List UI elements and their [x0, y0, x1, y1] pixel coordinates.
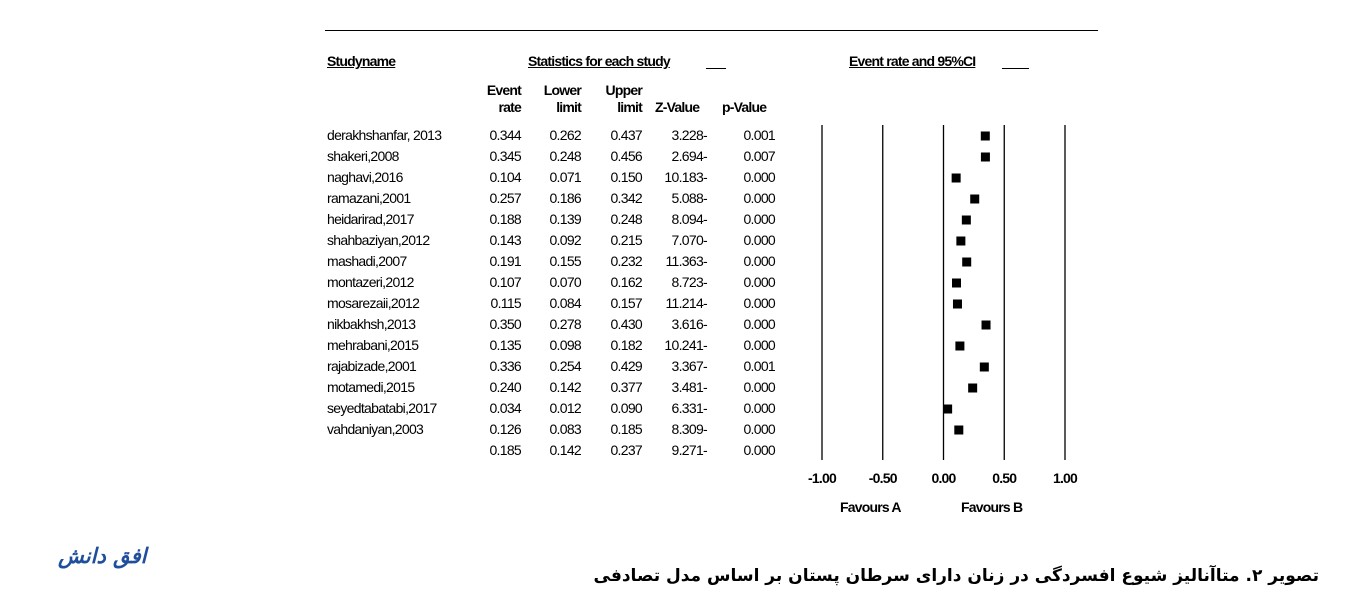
cell-study-name: seyedtabatabi,2017: [327, 400, 437, 416]
cell-upper-limit: 0.237: [610, 442, 642, 458]
x-tick-label: 0.00: [931, 470, 956, 486]
cell-upper-limit: 0.185: [610, 421, 642, 437]
cell-upper-limit: 0.150: [610, 169, 642, 185]
cell-study-name: shakeri,2008: [327, 148, 399, 164]
cell-upper-limit: 0.429: [610, 358, 642, 374]
cell-event-rate: 0.143: [489, 232, 521, 248]
study-name-header: Studyname: [327, 53, 396, 69]
cell-p-value: 0.000: [743, 274, 775, 290]
cell-lower-limit: 0.070: [549, 274, 581, 290]
cell-upper-limit: 0.456: [610, 148, 642, 164]
cell-z-value: 3.367-: [671, 358, 707, 374]
cell-event-rate: 0.257: [489, 190, 521, 206]
cell-study-name: montazeri,2012: [327, 274, 414, 290]
cell-upper-limit: 0.162: [610, 274, 642, 290]
cell-upper-limit: 0.090: [610, 400, 642, 416]
cell-lower-limit: 0.071: [549, 169, 581, 185]
cell-p-value: 0.001: [743, 358, 775, 374]
statistics-underline-tail: [706, 68, 726, 69]
cell-p-value: 0.000: [743, 211, 775, 227]
cell-event-rate: 0.185: [489, 442, 521, 458]
top-rule: [325, 30, 1098, 31]
journal-logo: افق دانش: [58, 544, 147, 568]
cell-z-value: 5.088-: [671, 190, 707, 206]
cell-z-value: 8.309-: [671, 421, 707, 437]
cell-lower-limit: 0.084: [549, 295, 581, 311]
cell-upper-limit: 0.215: [610, 232, 642, 248]
x-tick-label: 0.50: [992, 470, 1017, 486]
study-point-marker: [953, 300, 962, 309]
cell-event-rate: 0.240: [489, 379, 521, 395]
study-point-marker: [952, 174, 961, 183]
cell-study-name: motamedi,2015: [327, 379, 415, 395]
cell-study-name: rajabizade,2001: [327, 358, 417, 374]
favours-a-label: Favours A: [840, 499, 901, 515]
study-point-marker: [968, 384, 977, 393]
cell-z-value: 11.363-: [665, 253, 707, 269]
cell-event-rate: 0.104: [489, 169, 521, 185]
cell-p-value: 0.000: [743, 190, 775, 206]
col-header-upper-limit: Upper limit: [605, 82, 642, 115]
forest-plot: [780, 115, 1100, 495]
study-point-marker: [981, 132, 990, 141]
x-tick-label: 1.00: [1052, 470, 1078, 486]
cell-upper-limit: 0.157: [610, 295, 642, 311]
cell-lower-limit: 0.254: [549, 358, 581, 374]
cell-upper-limit: 0.437: [610, 127, 642, 143]
cell-lower-limit: 0.092: [549, 232, 581, 248]
cell-event-rate: 0.115: [490, 295, 521, 311]
cell-p-value: 0.000: [743, 169, 775, 185]
cell-upper-limit: 0.232: [610, 253, 642, 269]
cell-lower-limit: 0.139: [549, 211, 581, 227]
col-header-lower-limit: Lower limit: [543, 82, 581, 115]
cell-z-value: 8.094-: [671, 211, 707, 227]
figure-caption: تصویر ۲. متاآنالیز شیوع افسردگی در زنان دارای سرطان پستان بر اساس مدل تصادفی: [593, 566, 1319, 586]
cell-z-value: 6.331-: [671, 400, 707, 416]
cell-upper-limit: 0.182: [610, 337, 642, 353]
cell-p-value: 0.000: [743, 379, 775, 395]
cell-study-name: mosarezaii,2012: [327, 295, 420, 311]
cell-event-rate: 0.188: [489, 211, 521, 227]
cell-lower-limit: 0.278: [549, 316, 581, 332]
cell-upper-limit: 0.377: [610, 379, 642, 395]
x-tick-label: -0.50: [868, 470, 897, 486]
cell-event-rate: 0.135: [489, 337, 521, 353]
cell-lower-limit: 0.142: [549, 379, 581, 395]
cell-p-value: 0.000: [743, 316, 775, 332]
cell-lower-limit: 0.098: [549, 337, 581, 353]
study-point-marker: [962, 216, 971, 225]
cell-p-value: 0.007: [743, 148, 775, 164]
cell-z-value: 10.183-: [664, 169, 707, 185]
cell-p-value: 0.000: [743, 295, 775, 311]
cell-p-value: 0.001: [743, 127, 775, 143]
col-header-p-value: p-Value: [722, 99, 767, 115]
cell-z-value: 3.616-: [671, 316, 707, 332]
cell-event-rate: 0.344: [489, 127, 521, 143]
study-point-marker: [954, 426, 963, 435]
cell-upper-limit: 0.342: [610, 190, 642, 206]
cell-lower-limit: 0.012: [549, 400, 581, 416]
study-point-marker: [982, 321, 991, 330]
study-point-marker: [952, 279, 961, 288]
cell-upper-limit: 0.430: [610, 316, 642, 332]
cell-study-name: heidarirad,2017: [327, 211, 414, 227]
cell-z-value: 3.228-: [671, 127, 707, 143]
cell-study-name: vahdaniyan,2003: [327, 421, 424, 437]
cell-z-value: 2.694-: [671, 148, 707, 164]
study-point-marker: [970, 195, 979, 204]
study-point-marker: [980, 363, 989, 372]
study-point-marker: [956, 237, 965, 246]
cell-event-rate: 0.336: [489, 358, 521, 374]
event-rate-ci-header: Event rate and 95%CI: [849, 53, 976, 69]
cell-event-rate: 0.350: [489, 316, 521, 332]
cell-p-value: 0.000: [743, 442, 775, 458]
cell-lower-limit: 0.155: [549, 253, 581, 269]
col-header-z-value: Z-Value: [655, 99, 700, 115]
cell-p-value: 0.000: [743, 421, 775, 437]
cell-lower-limit: 0.083: [549, 421, 581, 437]
cell-lower-limit: 0.142: [549, 442, 581, 458]
cell-z-value: 9.271-: [671, 442, 707, 458]
cell-study-name: shahbaziyan,2012: [327, 232, 430, 248]
ci-underline-tail: [1002, 68, 1029, 69]
cell-p-value: 0.000: [743, 400, 775, 416]
study-point-marker: [962, 258, 971, 267]
cell-study-name: naghavi,2016: [327, 169, 403, 185]
cell-study-name: mashadi,2007: [327, 253, 407, 269]
cell-event-rate: 0.107: [489, 274, 521, 290]
cell-event-rate: 0.126: [489, 421, 521, 437]
cell-upper-limit: 0.248: [610, 211, 642, 227]
study-point-marker: [955, 342, 964, 351]
cell-p-value: 0.000: [743, 337, 775, 353]
study-point-marker: [943, 405, 952, 414]
cell-lower-limit: 0.248: [549, 148, 581, 164]
col-header-event-rate: Event rate: [486, 82, 521, 115]
cell-study-name: nikbakhsh,2013: [327, 316, 416, 332]
cell-p-value: 0.000: [743, 253, 775, 269]
cell-z-value: 7.070-: [671, 232, 707, 248]
cell-p-value: 0.000: [743, 232, 775, 248]
cell-event-rate: 0.034: [489, 400, 521, 416]
cell-study-name: ramazani,2001: [327, 190, 411, 206]
cell-z-value: 11.214-: [665, 295, 707, 311]
cell-study-name: mehrabani,2015: [327, 337, 419, 353]
cell-z-value: 8.723-: [671, 274, 707, 290]
cell-event-rate: 0.345: [489, 148, 521, 164]
statistics-header: Statistics for each study: [528, 53, 670, 69]
cell-z-value: 3.481-: [671, 379, 707, 395]
cell-z-value: 10.241-: [664, 337, 707, 353]
cell-lower-limit: 0.262: [549, 127, 581, 143]
cell-event-rate: 0.191: [489, 253, 521, 269]
favours-b-label: Favours B: [961, 499, 1023, 515]
x-tick-label: -1.00: [808, 470, 836, 486]
cell-study-name: derakhshanfar, 2013: [327, 127, 442, 143]
study-point-marker: [981, 153, 990, 162]
cell-lower-limit: 0.186: [549, 190, 581, 206]
